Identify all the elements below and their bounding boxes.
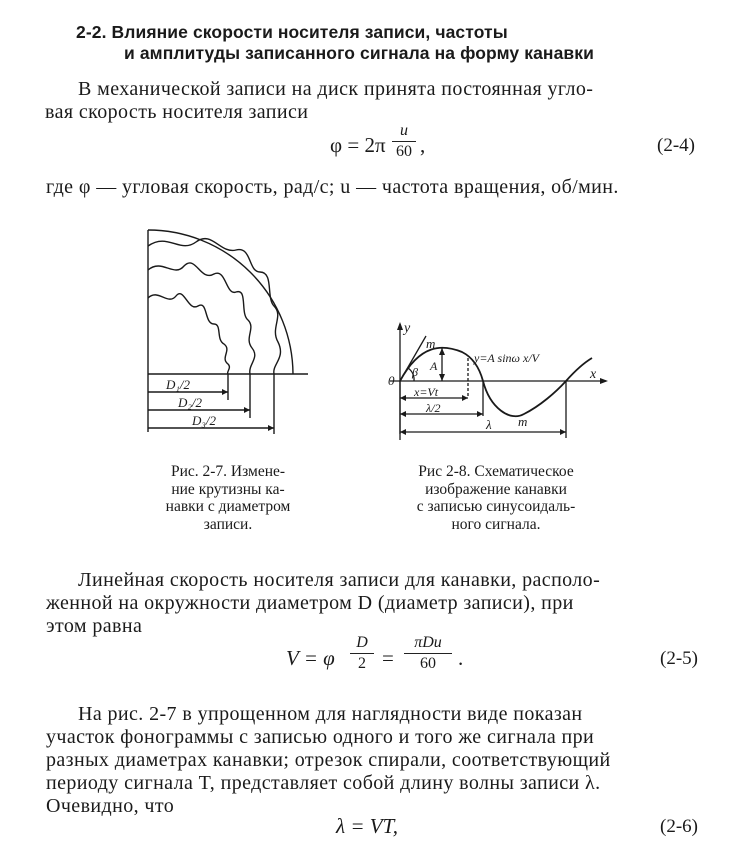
para3-line1: На рис. 2-7 в упрощенном для наглядности виде показан <box>78 703 583 725</box>
eq25-number: (2-5) <box>660 648 698 669</box>
para1-line2: вая скорость носителя записи <box>45 101 309 123</box>
fig28-caption-line1: Рис 2-8. Схематическое <box>418 463 574 480</box>
where-line: где φ — угловая скорость, рад/с; u — частота вращения, об/мин. <box>46 176 619 198</box>
eq25-lhs: V = φ <box>286 646 335 670</box>
para2-line3: этом равна <box>46 615 143 637</box>
fig27-groove-outer <box>148 239 280 374</box>
fig28-arrow-lambda-left <box>400 429 406 435</box>
fig28-label-amp: A <box>430 359 438 373</box>
eq25-equals: = <box>382 646 394 670</box>
eq25-numerator1: D <box>356 634 368 651</box>
section-heading-line1: 2-2. Влияние скорости носителя записи, частоты <box>76 22 508 42</box>
fig28-caption-line4: ного сигнала. <box>451 515 541 533</box>
eq24-numerator: u <box>400 122 408 139</box>
fig28-label-lambda: λ <box>486 417 492 432</box>
para2-line2: женной на окружности диаметром D (диаметр записи), при <box>46 592 574 614</box>
fig28-diagram <box>380 318 610 448</box>
eq25-fraction2 <box>404 634 452 673</box>
para2-line1: Линейная скорость носителя записи для канавки, располо- <box>78 569 601 591</box>
fig28-label-m-bottom: m <box>518 414 528 429</box>
fig27-label-d2: D₂/2 <box>178 395 203 410</box>
fig28-arrow-lambda-right <box>560 429 566 435</box>
eq26-body: λ = VT, <box>336 814 398 838</box>
eq24-denominator: 60 <box>396 143 412 160</box>
fig28-label-y: y <box>404 321 411 336</box>
fig27-caption-line1: Рис. 2-7. Измене- <box>170 463 286 480</box>
eq25-denominator2: 60 <box>420 655 436 672</box>
fig27-caption <box>140 463 316 533</box>
fig28-caption-line3: с записью синусоидаль- <box>416 498 576 515</box>
fig27-arrow-d1 <box>222 389 228 395</box>
fig27-label-d3: D₃/2 <box>192 413 217 428</box>
fig28-caption-line2: изображение канавки <box>425 480 567 498</box>
fig27-groove-inner <box>148 294 229 374</box>
eq25-denominator1: 2 <box>358 655 366 672</box>
eq26-number: (2-6) <box>660 816 698 837</box>
fig27-caption-line2: ние крутизны ка- <box>171 480 285 498</box>
fig28-y-arrow <box>397 322 403 330</box>
fig28-label-beta: β <box>412 365 418 379</box>
para3-line3: разных диаметрах канавки; отрезок спирали, соответствующий <box>46 749 611 771</box>
fig27-caption-line3: навки с диаметром <box>165 498 291 515</box>
fig28-label-origin: 0 <box>388 373 395 388</box>
fig28-arrow-amp-down <box>439 374 445 381</box>
eq24-number: (2-4) <box>657 135 695 156</box>
fig28-label-m-top: m <box>426 336 436 351</box>
fig27-caption-line4: записи. <box>203 515 253 533</box>
fig28-arrow-amp-up <box>439 348 445 355</box>
fig27-arrow-d3 <box>268 425 274 431</box>
fig28-arrow-x-right <box>462 395 468 401</box>
fig28-label-x-eq: x=Vt <box>414 385 439 399</box>
eq25-fraction1-bar <box>350 653 374 654</box>
fig27-groove-middle <box>148 263 255 374</box>
fig28-label-half-lambda: λ/2 <box>426 401 441 415</box>
eq24-lhs: φ = 2π <box>330 133 386 157</box>
fig28-caption <box>388 463 604 533</box>
fig28-x-arrow <box>600 378 608 384</box>
fig28-label-equation: y=A sinω x/V <box>474 351 540 365</box>
eq24-fraction <box>392 122 416 161</box>
fig28-arrow-half-left <box>400 411 406 417</box>
fig28-label-x: x <box>590 367 597 382</box>
para3-line5: Очевидно, что <box>46 795 175 817</box>
fig28-arrow-half-right <box>477 411 483 417</box>
fig28-arrow-x-left <box>400 395 406 401</box>
eq25-numerator2: πDu <box>414 634 442 651</box>
eq25-fraction2-bar <box>404 653 452 654</box>
eq25-fraction1 <box>350 634 374 673</box>
para3-line4: периоду сигнала T, представляет собой длину волны записи λ. <box>46 772 601 794</box>
fig27-label-d1: D₁/2 <box>166 377 191 392</box>
para3-line2: участок фонограммы с записью одного и того же сигнала при <box>46 726 595 748</box>
eq24-fraction-bar <box>392 141 416 142</box>
section-heading-line2: и амплитуды записанного сигнала на форму канавки <box>124 43 594 63</box>
eq24-trail: , <box>420 133 426 157</box>
fig27-arrow-d2 <box>244 407 250 413</box>
para1-line1: В механической записи на диск принята постоянная угло- <box>78 78 594 100</box>
fig27-diagram <box>140 210 315 440</box>
eq25-trail: . <box>458 646 464 670</box>
